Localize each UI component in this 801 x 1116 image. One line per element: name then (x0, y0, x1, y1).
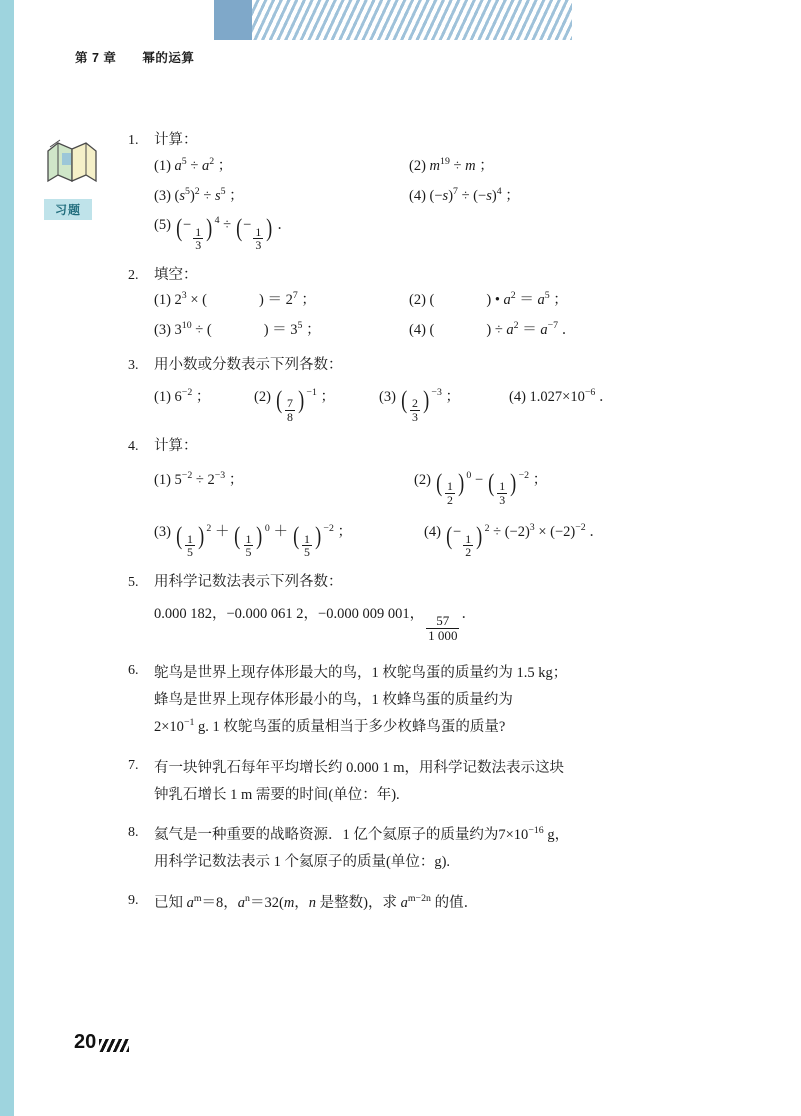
problem-2-item-1: (1) $2^3$ × ( ) ＝ $2^7$ ； (154, 290, 316, 309)
problem-6-line-1: 鸵鸟是世界上现存体形最大的鸟，1 枚鸵鸟蛋的质量约为 1.5 kg； (154, 665, 568, 682)
chapter-header (75, 48, 194, 66)
left-accent-bar (0, 0, 14, 1116)
problem-1-item-3: (3) $(s^5)^2 \div s^5$ ； (154, 185, 244, 204)
problem-1-stem: 计算： (154, 132, 198, 148)
problem-7-line-2: 钟乳石增长 1 m 需要的时间(单位：年). (154, 786, 400, 803)
problem-7-text (154, 755, 714, 809)
problem-5-body: 0.000 182，−0.000 061 2，−0.000 009 001， $\frac{57}{1 000}$ ． (154, 605, 476, 643)
problem-9-text: 已知 $a^m=8$，$a^n=32(m$，n 是整数)，求 $a^{m-2n}$ 的值． (154, 893, 479, 911)
exercise-badge: 习题 (44, 199, 92, 220)
problem-6-line-2: 蜂鸟是世界上现存体形最小的鸟，1 枚蜂鸟蛋的质量约为 (154, 692, 513, 709)
problem-2 (128, 265, 728, 342)
problem-4-item-4: (4) (− $\frac{1}{2}$ ) $2 \div (-2)^3 \times (-2)^{-2}$ ． (424, 521, 604, 560)
problem-2-number: 2. (128, 267, 139, 283)
page-number: 20 (74, 1031, 97, 1053)
problem-1-item-4: (4) $(-s)^7 \div (-s)^4$ ； (409, 185, 520, 204)
problem-5 (128, 572, 728, 642)
problem-3-item-1: (1) $6^{-2}$ ； (154, 386, 211, 405)
problem-8-number: 8. (128, 825, 139, 841)
problem-7 (128, 755, 728, 809)
open-book-icon (44, 137, 102, 187)
problem-3-number: 3. (128, 357, 139, 373)
section-marker (44, 137, 108, 220)
problem-7-number: 7. (128, 757, 139, 773)
problem-3-item-3: (3) ( $\frac{2}{3}$ ) −3 ； (379, 385, 460, 424)
problem-8 (128, 822, 728, 876)
problem-7-line-1: 有一块钟乳石每年平均增长约 0.000 1 m，用科学记数法表示这块 (154, 759, 565, 776)
problem-2-item-2: (2) ( ) • $a^2 = a^5$ ； (409, 290, 568, 309)
page-number-decoration (99, 1039, 129, 1052)
problem-3-item-2: (2) ( $\frac{7}{8}$ ) −1 ； (254, 385, 335, 424)
problem-9-number: 9. (128, 893, 139, 908)
problem-6-number: 6. (128, 663, 139, 679)
problem-4-item-2: (2) ( $\frac{1}{2}$ ) 0 − ( $\frac{1}{3}$ ) −2 ； (414, 469, 548, 507)
chapter-number: 第 7 章 (75, 51, 117, 65)
problem-1-item-2: (2) $m^{19} \div m$ ； (409, 155, 494, 174)
problem-4-stem: 计算： (154, 438, 198, 455)
problem-6-text (154, 660, 714, 740)
problem-3-stem: 用小数或分数表示下列各数： (154, 356, 343, 373)
problem-5-stem: 用科学记数法表示下列各数： (154, 573, 343, 590)
problem-8-text (154, 822, 714, 876)
problem-9 (128, 890, 728, 917)
chapter-title: 幂的运算 (142, 51, 195, 65)
problem-2-stem: 填空： (154, 266, 198, 283)
problem-6-line-3: $2\times 10^{-1}$ g. 1 枚鸵鸟蛋的质量相当于多少枚蜂鸟蛋的质量? (154, 717, 506, 735)
problem-6 (128, 660, 728, 740)
problem-2-item-4: (4) ( ) ÷ $a^2 = a^{-7}$ ． (409, 320, 577, 339)
exercise-content (128, 130, 728, 930)
problem-1-number: 1. (128, 133, 139, 148)
problem-4-item-1: (1) $5^{-2} \div 2^{-3}$ ； (154, 470, 244, 488)
band-solid-block (214, 0, 252, 40)
problem-1-item-1: (1) $a^5 \div a^2$ ； (154, 155, 233, 174)
problem-4-item-3: (3) ( $\frac{1}{5}$ ) 2 ＋ ( $\frac{1}{5}$ ) 0 ＋ ( $\frac{1}{5}$ ) −2 ； (154, 521, 353, 560)
problem-5-number: 5. (128, 574, 139, 590)
problem-4-number: 4. (128, 439, 139, 455)
page-number-block (74, 1031, 129, 1054)
top-decorative-band (14, 0, 801, 40)
problem-8-line-1: 氦气是一种重要的战略资源．1 亿个氦原子的质量约为$7\times 10^{-16}$ g， (154, 825, 570, 844)
problem-3-item-4: (4) $1.027\times 10^{-6}$ ． (509, 386, 614, 405)
problem-2-item-3: (3) $3^{10}$ ÷ ( ) ＝ $3^5$ ； (154, 320, 321, 339)
problem-3 (128, 355, 728, 423)
problem-4 (128, 436, 728, 559)
problem-1-item-5: (5) (− $\frac{1}{3}$ ) 4 ÷ (− $\frac{1}{3}$ ) ． (154, 214, 292, 253)
problem-1 (128, 130, 728, 252)
band-stripe-pattern (252, 0, 572, 40)
problem-8-line-2: 用科学记数法表示 1 个氦原子的质量(单位：g). (154, 854, 451, 871)
